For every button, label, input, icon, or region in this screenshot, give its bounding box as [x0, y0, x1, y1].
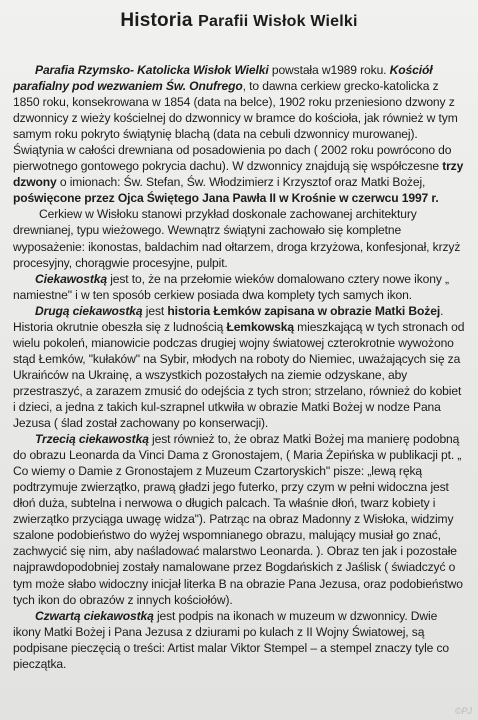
title-part1: Historia [120, 10, 199, 31]
paragraph-4 [13, 303, 466, 431]
parish-name: Parafia Rzymsko- Katolicka Wisłok Wielki [35, 63, 269, 77]
bells-highlight: trzy dzwony [13, 159, 464, 190]
page-title [0, 10, 478, 32]
history-text [13, 62, 466, 672]
p3-text: jest to, że na przełomie wieków domalowano cztery nowe ikony „ namiestne" i w ten sposób cerkiew posiada dwa komplety tych samych ikon. [13, 271, 449, 302]
curiosity-4-label: Czwartą ciekawostką [35, 608, 154, 623]
lemko-highlight: Łemkowską [226, 319, 294, 334]
p6-text: jest podpis na ikonach w muzeum w dzwonnicy. Dwie ikony Matki Bożej i Pana Jezusa z dziurami po kulach z II Wojny Światowej, są podpisane pieczęcią o treści: Artist malar Viktor Stempel – a stempel znaczy tyle co pieczątka. [13, 608, 450, 671]
curiosity-3-label: Trzecią ciekawostką [35, 432, 149, 447]
watermark: ©PJ [454, 706, 472, 716]
title-part2: Parafii Wisłok Wielki [198, 13, 358, 30]
paragraph-1 [13, 62, 466, 206]
p1-text-f: o imionach: Św. Stefan, Św. Włodzimierz i Krzysztof oraz Matki Bożej, [56, 175, 426, 190]
p5-text: jest również to, że obraz Matki Bożej ma manierę podobną do obrazu Leonarda da Vinci Dama z Gronostajem, ( Maria Żepińska w publikacji pt. „ Co wiemy o Damie z Gronostajem z Muzeum Czartoryskich" pisze: „lewą ręką podtrzymuje zwierzątko, prawą gładzi jego futerko, przy czym w pełni widoczna jest dłoń duża, subtelna i nerwowa o długich palcach. Ta właśnie dłoń, twarz kobiety i zwierzątko przyciąga uwagę widza"). Patrząc na obraz Madonny z Wisłoka, widzimy szalone podobieństwo do wyżej wspomnianego obrazu, malujący musiał go znać, zachwycić się nim, aby naśladować malarstwo Leonarda. ). Obraz ten jak i pozostałe najprawdopodobniej zostały namalowane przez Bogdańskich z Jaślisk ( świadczyć o tym może słabo widoczny inicjał literka B na obrazie Pana Jezusa, oraz podobieństwo tych ikon do obrazów z innych kościołów). [13, 432, 463, 607]
lemko-history-highlight: historia Łemków zapisana w obrazie Matki Bożej [167, 303, 441, 318]
church-name: Kościół parafialny pod wezwaniem Św. Onufrego [13, 63, 433, 94]
p4-text-b: jest [142, 303, 168, 318]
p4-text-d: . Historia okrutnie obeszła się z ludnością [13, 303, 444, 334]
paragraph-5 [13, 431, 466, 608]
consecration-highlight: poświęcone przez Ojca Świętego Jana Pawła II w Krośnie w czerwcu 1997 r. [13, 191, 439, 206]
paragraph-3 [13, 271, 466, 303]
curiosity-1-label: Ciekawostką [35, 271, 107, 286]
paragraph-6 [13, 608, 466, 672]
paragraph-2: Cerkiew w Wisłoku stanowi przykład doskonale zachowanej architektury drewnianej, typu wieżowego. Wewnątrz świątyni zachowało się kompletne wyposażenie: ikonostas, baldachim nad ołtarzem, droga krzyżowa, konfesjonał, krzyż procesyjny, chorągwie procesyjne, pulpit. [13, 207, 461, 270]
curiosity-2-label: Drugą ciekawostką [35, 303, 143, 318]
p1-text-b: powstała w1989 roku. [268, 63, 390, 77]
p1-text-d: , to dawna cerkiew grecko-katolicka z 1850 roku, konsekrowana w 1854 (data na belce), 1902 roku przeniesiono dzwony z dzwonnicy z wieży kościelnej do dzwonnicy w bramce do kościoła, jak również w tym samym roku pokryto świątynię blachą (data na cebuli dzwonnicy murowanej). Świątynia w całości drewniana od posadowienia po dach ( 2002 roku powrócono do pierwotnego gontowego pokrycia dachu). W dzwonnicy znajdują się współczesne [13, 79, 458, 174]
p4-text-f: mieszkającą w tych stronach od wielu pokoleń, mianowicie podczas drugiej wojny światowej czterokrotnie wywożono stąd Łemków, "kułaków" na Sybir, młodych na roboty do Niemiec, uważających się za Ukraińców na Ukrainę, a wszystkich pozostałych na ziemie odzyskane, aby przestraszyć, a zarazem zmusić do odejścia z tych stron; strzelano, również do kobiet i dzieci, a jedna z takich kul-szrapnel utkwiła w obrazie Matki Bożej w nodze Pana Jezusa ( ślad został zachowany po konserwacji). [13, 319, 465, 431]
